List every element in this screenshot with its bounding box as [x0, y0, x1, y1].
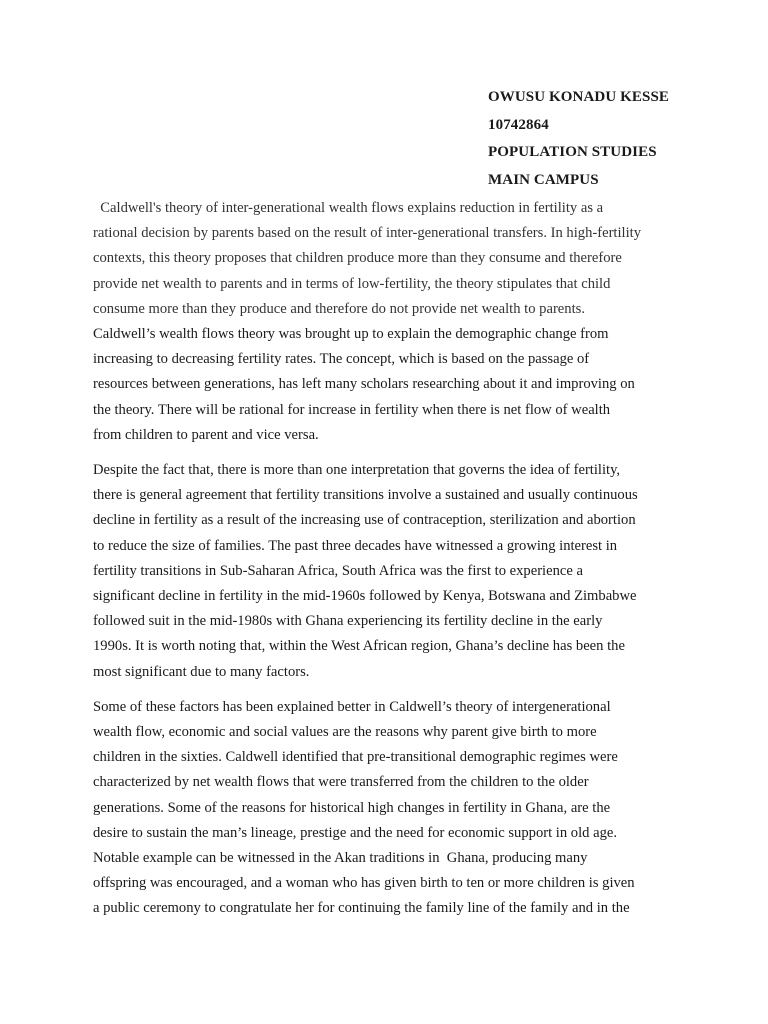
- text-line: desire to sustain the man’s lineage, prestige and the need for economic support in old age.: [93, 824, 618, 841]
- text-line: contexts, this theory proposes that children produce more than they consume and therefore: [93, 250, 622, 267]
- text-line: fertility transitions in Sub-Saharan Africa, South Africa was the first to experience a: [93, 562, 583, 579]
- text-line: Caldwell's theory of inter-generational wealth flows explains reduction in fertility as a: [93, 200, 604, 216]
- text-line: Despite the fact that, there is more than one interpretation that governs the idea of fertility,: [93, 462, 621, 479]
- text-line: from children to parent and vice versa.: [93, 426, 319, 443]
- text-line: decline in fertility as a result of the increasing use of contraception, sterilization and abortion: [93, 512, 636, 529]
- course-name: POPULATION STUDIES: [488, 144, 657, 160]
- text-line: Notable example can be witnessed in the Akan traditions in Ghana, producing many: [93, 850, 588, 867]
- text-line: wealth flow, economic and social values are the reasons why parent give birth to more: [93, 724, 597, 741]
- text-line: significant decline in fertility in the mid-1960s followed by Kenya, Botswana and Zimbabwe: [93, 588, 637, 605]
- paragraph-3: [93, 695, 683, 922]
- text-line: rational decision by parents based on the result of inter-generational transfers. In high-fertility: [93, 225, 642, 242]
- paragraph-1: [93, 196, 683, 448]
- text-line: generations. Some of the reasons for historical high changes in fertility in Ghana, are the: [93, 799, 611, 816]
- paragraph-2: [93, 458, 683, 685]
- text-line: offspring was encouraged, and a woman who has given birth to ten or more children is given: [93, 875, 635, 892]
- author-name: OWUSU KONADU KESSE: [488, 89, 670, 105]
- text-line: there is general agreement that fertility transitions involve a sustained and usually continuous: [93, 487, 638, 504]
- text-line: to reduce the size of families. The past three decades have witnessed a growing interest in: [93, 537, 618, 554]
- document-body: [93, 196, 683, 922]
- campus-name: MAIN CAMPUS: [488, 171, 599, 188]
- text-line: increasing to decreasing fertility rates. The concept, which is based on the passage of: [93, 351, 590, 368]
- text-line: most significant due to many factors.: [93, 663, 310, 680]
- text-line: consume more than they produce and therefore do not provide net wealth to parents.: [93, 300, 585, 317]
- text-line: children in the sixties. Caldwell identified that pre-transitional demographic regimes were: [93, 749, 618, 766]
- text-line: Caldwell’s wealth flows theory was brought up to explain the demographic change from: [93, 326, 609, 343]
- text-line: followed suit in the mid-1980s with Ghana experiencing its fertility decline in the early: [93, 613, 603, 630]
- text-line: provide net wealth to parents and in terms of low-fertility, the theory stipulates that child: [93, 275, 611, 292]
- text-line: characterized by net wealth flows that were transferred from the children to the older: [93, 774, 589, 791]
- text-line: Some of these factors has been explained better in Caldwell’s theory of intergenerational: [93, 698, 611, 715]
- text-line: a public ceremony to congratulate her for continuing the family line of the family and in the: [93, 900, 630, 917]
- text-line: resources between generations, has left many scholars researching about it and improving on: [93, 376, 635, 393]
- text-line: the theory. There will be rational for increase in fertility when there is net flow of wealth: [93, 401, 611, 418]
- text-line: 1990s. It is worth noting that, within the West African region, Ghana’s decline has been the: [93, 638, 625, 655]
- author-header: [488, 84, 758, 194]
- student-id: 10742864: [488, 116, 549, 133]
